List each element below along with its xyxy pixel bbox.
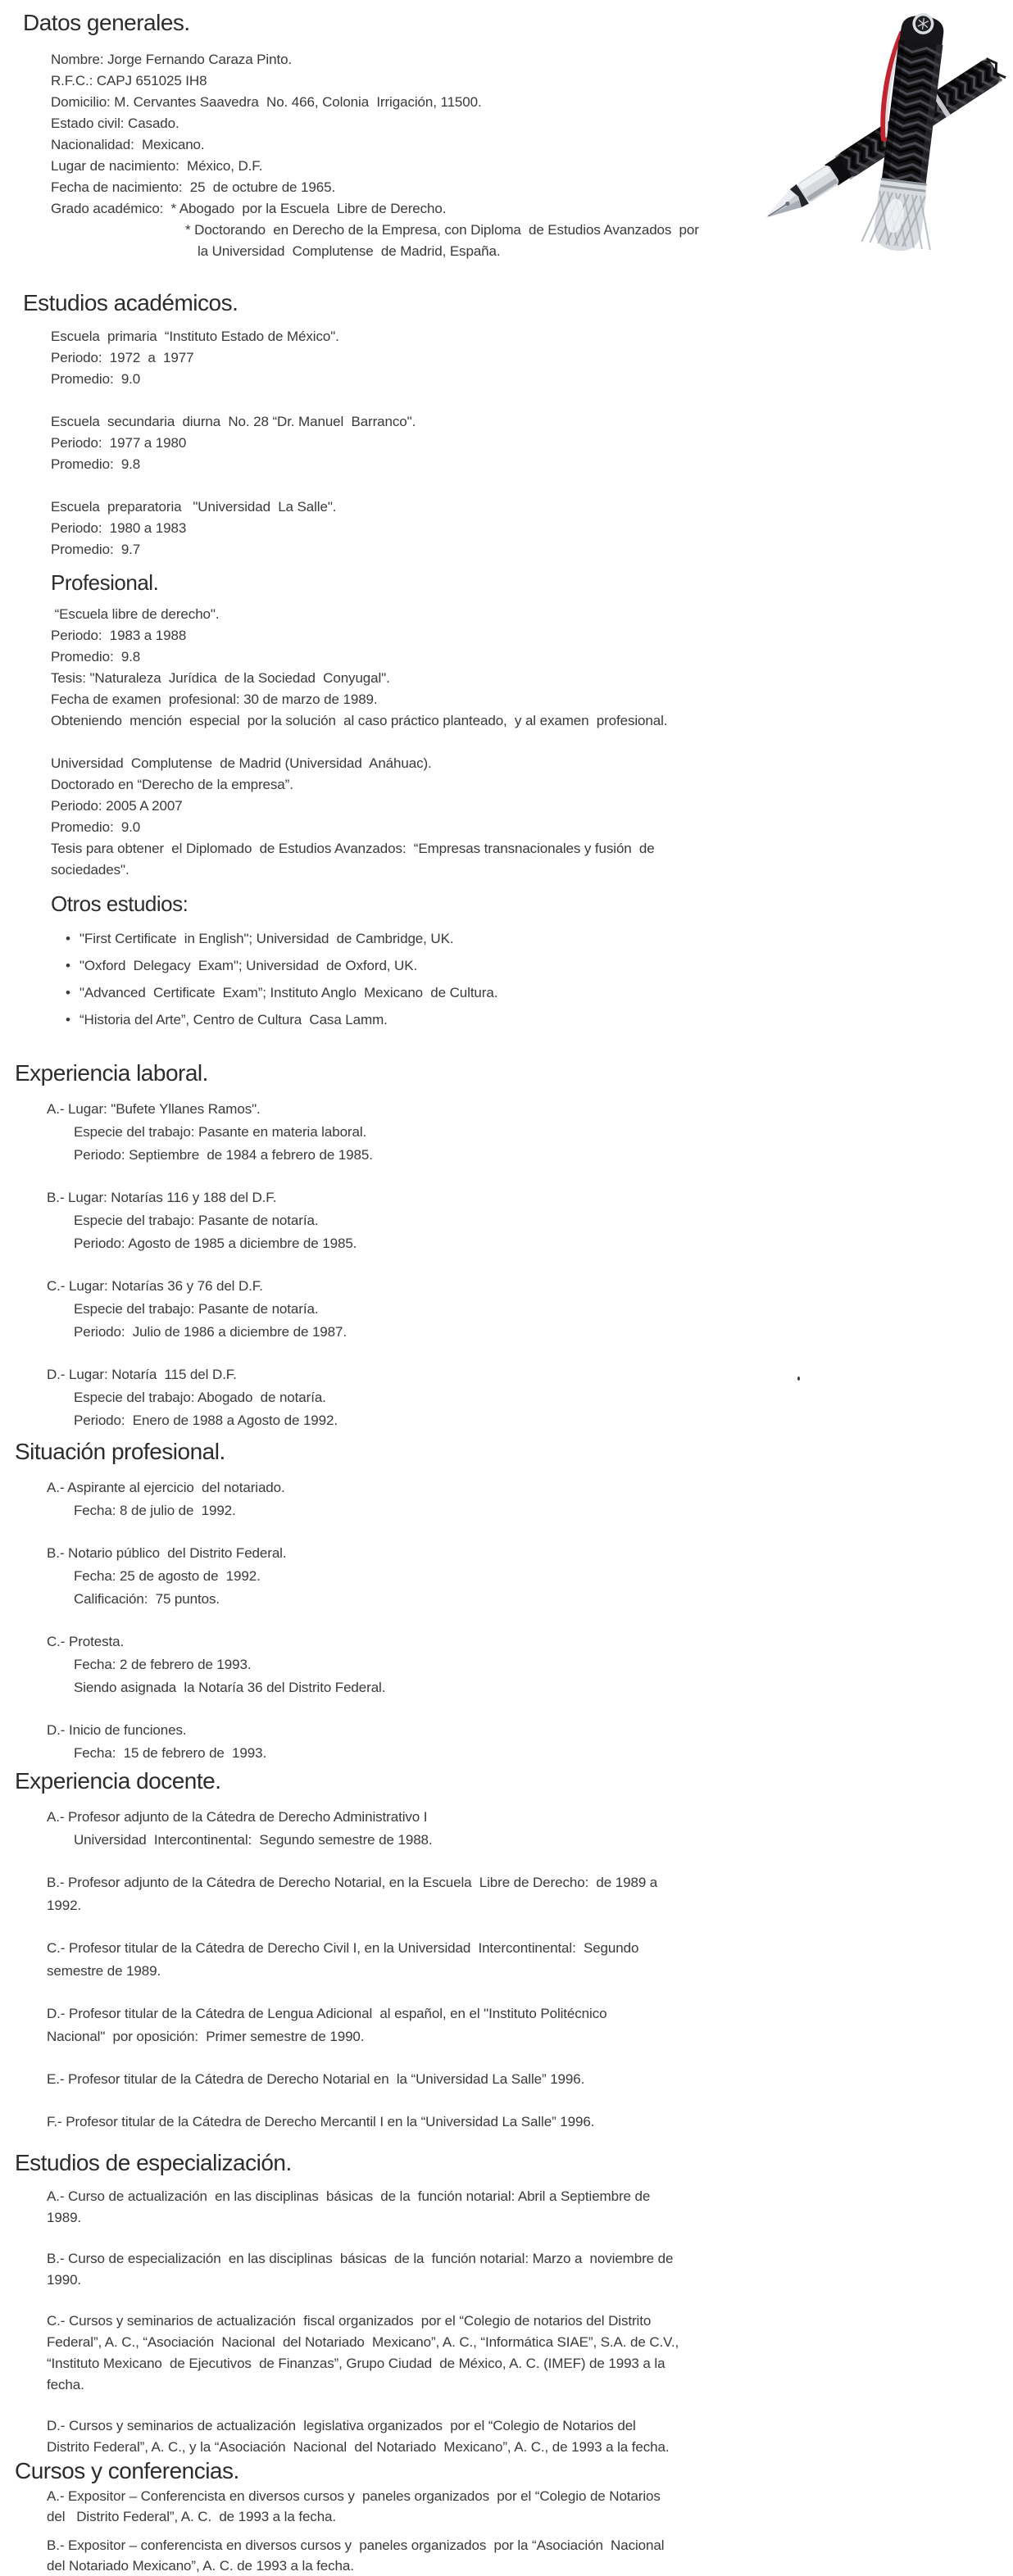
spacer	[0, 390, 1013, 411]
text-line: Universidad Complutense de Madrid (Universidad Anáhuac).	[51, 755, 432, 771]
text-line: sociedades".	[51, 862, 129, 878]
section-estudios-academicos	[0, 290, 1013, 560]
section-cursos-conferencias	[0, 2458, 1013, 2576]
spacer	[0, 1611, 1013, 1630]
text-line: C.- Cursos y seminarios de actualización fiscal organizados por el “Colegio de notarios del Distrito	[47, 2313, 652, 2329]
text-line: Periodo: Septiembre de 1984 a febrero de 1985.	[74, 1147, 373, 1163]
section-heading: Otros estudios:	[51, 891, 189, 916]
text-line: B.- Expositor – conferencista en diversos cursos y paneles organizados por la “Asociación Nacional	[47, 2537, 665, 2553]
bullet-icon: •	[66, 1012, 70, 1027]
section-estudios-especializacion	[0, 2150, 1013, 2458]
text-line: Periodo: 1980 a 1983	[51, 520, 187, 536]
text-line: C.- Protesta.	[47, 1634, 125, 1649]
text-line: D.- Profesor titular de la Cátedra de Lengua Adicional al español, en el "Instituto Politécnico	[47, 2006, 607, 2021]
spacer	[0, 2229, 1013, 2248]
text-line: E.- Profesor titular de la Cátedra de Derecho Notarial en la “Universidad La Salle” 1996.	[47, 2071, 585, 2087]
section-experiencia-laboral	[0, 1060, 1013, 1432]
section-heading: Profesional.	[51, 570, 159, 595]
text-line: Periodo: 1977 a 1980	[51, 435, 187, 451]
text-line: Especie del trabajo: Pasante de notaría.	[74, 1301, 319, 1317]
spacer	[0, 1255, 1013, 1275]
text-line: A.- Lugar: "Bufete Yllanes Ramos".	[47, 1101, 261, 1117]
text-line: Periodo: 2005 A 2007	[51, 798, 183, 814]
text-line: B.- Lugar: Notarías 116 y 188 del D.F.	[47, 1190, 277, 1205]
text-line: Fecha: 2 de febrero de 1993.	[74, 1657, 252, 1672]
text-line: Especie del trabajo: Pasante de notaría.	[74, 1213, 319, 1228]
spacer	[0, 1983, 1013, 2002]
text-line: Tesis: "Naturaleza Jurídica de la Sociedad Conyugal".	[51, 670, 390, 686]
text-line: Fecha de examen profesional: 30 de marzo de 1989.	[51, 692, 378, 707]
text-line: Distrito Federal”, A. C., y la “Asociación Nacional del Notariado Mexicano”, A. C., de 1993 a la fecha.	[47, 2439, 670, 2455]
text-line: Periodo: Julio de 1986 a diciembre de 1987.	[74, 1324, 347, 1340]
spacer	[0, 1344, 1013, 1363]
text-line: 1992.	[47, 1898, 82, 1913]
text-line: “Escuela libre de derecho".	[51, 606, 220, 622]
text-line: “Instituto Mexicano de Ejecutivos de Finanzas”, Grupo Ciudad de México, A. C. (IMEF) de 1993 a la	[47, 2356, 665, 2371]
bullet-icon: •	[66, 985, 70, 1000]
text-line: Lugar de nacimiento: México, D.F.	[51, 158, 263, 174]
section-heading: Experiencia docente.	[15, 1768, 221, 1794]
bullet-icon: •	[66, 931, 70, 946]
text-line: Periodo: 1983 a 1988	[51, 628, 187, 643]
text-line: B.- Profesor adjunto de la Cátedra de Derecho Notarial, en la Escuela Libre de Derecho: de 1989 a	[47, 1875, 658, 1890]
section-heading: Cursos y conferencias.	[15, 2458, 239, 2483]
text-line: fecha.	[47, 2377, 84, 2392]
text-line: B.- Curso de especialización en las disciplinas básicas de la función notarial: Marzo a noviembre de	[47, 2251, 674, 2266]
text-line: A.- Expositor – Conferencista en diversos cursos y paneles organizados por el “Colegio de Notarios	[47, 2488, 661, 2504]
text-line: Nacionalidad: Mexicano.	[51, 137, 205, 152]
bullet-icon: •	[66, 958, 70, 973]
section-experiencia-docente	[0, 1768, 1013, 2134]
text-line: Especie del trabajo: Abogado de notaría.	[74, 1390, 326, 1405]
text-line: Periodo: Enero de 1988 a Agosto de 1992.	[74, 1413, 338, 1428]
text-line: Siendo asignada la Notaría 36 del Distrito Federal.	[74, 1680, 386, 1695]
text-line: B.- Notario público del Distrito Federal.	[47, 1545, 287, 1561]
bullet-item	[0, 979, 1013, 1006]
text-line: la Universidad Complutense de Madrid, España.	[198, 243, 501, 259]
bullet-text: "Advanced Certificate Exam”; Instituto Anglo Mexicano de Cultura.	[79, 985, 498, 1000]
spacer	[0, 2291, 1013, 2311]
text-line: Federal”, A. C., “Asociación Nacional del Notariado Mexicano”, A. C., “Informática SIAE”, S.A. de C.V.,	[47, 2334, 679, 2350]
section-heading: Estudios de especialización.	[15, 2150, 292, 2175]
spacer	[0, 1852, 1013, 1871]
text-line: Promedio: 9.0	[51, 819, 141, 835]
section-heading: Situación profesional.	[15, 1439, 225, 1464]
section-heading: Estudios académicos.	[23, 290, 238, 315]
text-line: A.- Curso de actualización en las disciplinas básicas de la función notarial: Abril a Septiembre de	[47, 2188, 651, 2204]
text-line: Nombre: Jorge Fernando Caraza Pinto.	[51, 52, 293, 67]
section-heading: Datos generales.	[23, 10, 190, 35]
bullet-text: "Oxford Delegacy Exam"; Universidad de Oxford, UK.	[79, 958, 418, 973]
spacer	[0, 1699, 1013, 1719]
text-line: C.- Profesor titular de la Cátedra de Derecho Civil I, en la Universidad Intercontinental: Segundo	[47, 1940, 639, 1956]
text-line: 1989.	[47, 2210, 82, 2225]
text-line: Domicilio: M. Cervantes Saavedra No. 466, Colonia Irrigación, 11500.	[51, 94, 482, 110]
text-line: F.- Profesor titular de la Cátedra de Derecho Mercantil I en la “Universidad La Salle” 1996.	[47, 2114, 595, 2129]
text-line: del Notariado Mexicano”, A. C. de 1993 a la fecha.	[47, 2558, 354, 2574]
text-line: Universidad Intercontinental: Segundo semestre de 1988.	[74, 1832, 433, 1848]
spacer	[0, 475, 1013, 497]
section-profesional	[0, 570, 1013, 881]
spacer	[0, 1167, 1013, 1186]
bullet-item	[0, 1006, 1013, 1033]
text-line: Promedio: 9.8	[51, 649, 141, 664]
text-line: Calificación: 75 puntos.	[74, 1591, 220, 1607]
text-line: R.F.C.: CAPJ 651025 IH8	[51, 73, 207, 88]
text-line: D.- Cursos y seminarios de actualización legislativa organizados por el “Colegio de Notarios del	[47, 2418, 636, 2433]
bullet-text: "First Certificate in English"; Universidad de Cambridge, UK.	[79, 931, 454, 946]
text-line: Doctorado en “Derecho de la empresa”.	[51, 777, 293, 792]
text-line: Fecha: 8 de julio de 1992.	[74, 1503, 236, 1518]
section-situacion-profesional	[0, 1439, 1013, 1765]
spacer	[0, 732, 1013, 753]
text-line: Periodo: 1972 a 1977	[51, 350, 194, 365]
section-heading: Experiencia laboral.	[15, 1060, 208, 1086]
text-line: Promedio: 9.7	[51, 542, 141, 557]
text-line: D.- Lugar: Notaría 115 del D.F.	[47, 1367, 237, 1382]
text-line: C.- Lugar: Notarías 36 y 76 del D.F.	[47, 1278, 263, 1294]
text-line: Obteniendo mención especial por la solución al caso práctico planteado, y al examen profesional.	[51, 713, 668, 728]
text-line: * Doctorando en Derecho de la Empresa, con Diploma de Estudios Avanzados por	[185, 222, 699, 238]
spacer	[0, 2048, 1013, 2068]
spacer	[0, 2527, 1013, 2535]
text-line: Promedio: 9.0	[51, 371, 141, 387]
text-line: D.- Inicio de funciones.	[47, 1722, 187, 1738]
text-line: Estado civil: Casado.	[51, 116, 179, 131]
text-line: Escuela secundaria diurna No. 28 “Dr. Manuel Barranco".	[51, 414, 416, 429]
text-line: 1990.	[47, 2272, 82, 2288]
text-line: Escuela preparatoria "Universidad La Salle".	[51, 499, 337, 515]
spacer	[0, 1917, 1013, 1937]
text-line: Tesis para obtener el Diplomado de Estudios Avanzados: “Empresas transnacionales y fusión de	[51, 841, 655, 856]
text-line: Grado académico: * Abogado por la Escuela Libre de Derecho.	[51, 201, 447, 216]
section-datos-generales	[0, 10, 1013, 262]
spacer	[0, 2396, 1013, 2415]
text-line: Fecha: 15 de febrero de 1993.	[74, 1745, 267, 1761]
section-otros-estudios	[0, 891, 1013, 1033]
text-line: semestre de 1989.	[47, 1963, 161, 1979]
text-line: A.- Aspirante al ejercicio del notariado.	[47, 1480, 285, 1495]
spacer	[0, 2091, 1013, 2111]
text-line: Especie del trabajo: Pasante en materia laboral.	[74, 1124, 367, 1140]
text-line: Nacional" por oposición: Primer semestre de 1990.	[47, 2029, 365, 2044]
text-line: Periodo: Agosto de 1985 a diciembre de 1985.	[74, 1236, 357, 1251]
bullet-text: “Historia del Arte”, Centro de Cultura Casa Lamm.	[79, 1012, 388, 1027]
text-line: Fecha de nacimiento: 25 de octubre de 1965.	[51, 179, 336, 195]
text-line: A.- Profesor adjunto de la Cátedra de Derecho Administrativo I	[47, 1809, 428, 1825]
text-line: Promedio: 9.8	[51, 456, 141, 472]
text-line: del Distrito Federal”, A. C. de 1993 a la fecha.	[47, 2509, 337, 2524]
bullet-item	[0, 925, 1013, 952]
bullet-item	[0, 952, 1013, 979]
text-line: Fecha: 25 de agosto de 1992.	[74, 1568, 261, 1584]
text-line: Escuela primaria “Instituto Estado de México".	[51, 329, 339, 344]
spacer	[0, 1522, 1013, 1542]
